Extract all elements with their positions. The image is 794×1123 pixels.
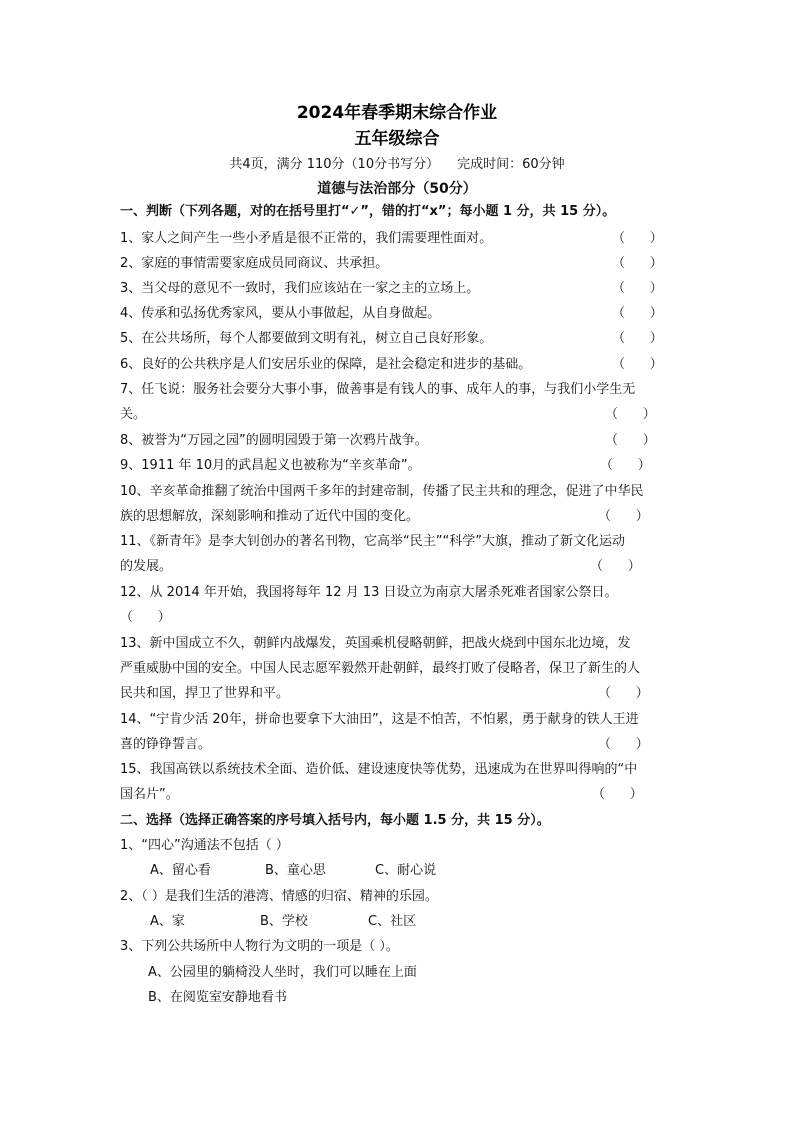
answer-blank-5[interactable]: （ ） bbox=[612, 331, 663, 346]
judge-item-7-line2: 关。 bbox=[120, 407, 147, 422]
choice-q1-option-c[interactable]: C、耐心说 bbox=[375, 863, 437, 878]
choice-q1-stem: 1、“四心”沟通法不包括（ ） bbox=[120, 838, 289, 853]
answer-blank-11[interactable]: （ ） bbox=[590, 559, 641, 574]
judge-item-14-line2: 喜的铮铮誓言。 bbox=[120, 737, 212, 752]
answer-blank-3[interactable]: （ ） bbox=[612, 281, 663, 296]
answer-blank-13[interactable]: （ ） bbox=[598, 686, 649, 701]
answer-blank-8[interactable]: （ ） bbox=[605, 433, 656, 448]
judge-item-11-line1: 11、《新青年》是李大钊创办的著名刊物，它高举“民主”“科学”大旗，推动了新文化运动 bbox=[120, 534, 625, 549]
answer-blank-1[interactable]: （ ） bbox=[612, 231, 663, 246]
answer-blank-6[interactable]: （ ） bbox=[612, 357, 663, 372]
judge-item-3: 3、当父母的意见不一致时，我们应该站在一家之主的立场上。 bbox=[120, 281, 480, 296]
answer-blank-15[interactable]: （ ） bbox=[592, 787, 643, 802]
answer-blank-7[interactable]: （ ） bbox=[605, 407, 656, 422]
choice-q2-option-a[interactable]: A、家 bbox=[150, 914, 185, 929]
choice-q2-stem: 2、（ ）是我们生活的港湾、情感的归宿、精神的乐园。 bbox=[120, 889, 438, 904]
answer-blank-2[interactable]: （ ） bbox=[612, 256, 663, 271]
judge-item-15-line1: 15、我国高铁以系统技术全面、造价低、建设速度快等优势，迅速成为在世界叫得响的“中 bbox=[120, 762, 638, 777]
answer-blank-4[interactable]: （ ） bbox=[612, 306, 663, 321]
part1-heading: 一、判断（下列各题，对的在括号里打“✓”，错的打“x”；每小题 1 分，共 15 分）。 bbox=[120, 204, 616, 219]
judge-item-4: 4、传承和弘扬优秀家风，要从小事做起，从自身做起。 bbox=[120, 306, 441, 321]
judge-item-11-line2: 的发展。 bbox=[120, 559, 173, 574]
answer-blank-12[interactable]: （ ） bbox=[120, 610, 171, 625]
choice-q3-option-a[interactable]: A、公园里的躺椅没人坐时，我们可以睡在上面 bbox=[148, 965, 417, 980]
choice-q2-option-c[interactable]: C、社区 bbox=[368, 914, 417, 929]
section-title: 道德与法治部分（50分） bbox=[317, 181, 477, 197]
judge-item-8: 8、被誉为“万园之园”的圆明园毁于第一次鸦片战争。 bbox=[120, 433, 428, 448]
judge-item-10-line2: 族的思想解放，深刻影响和推动了近代中国的变化。 bbox=[120, 509, 420, 524]
judge-item-15-line2: 国名片”。 bbox=[120, 787, 179, 802]
judge-item-1: 1、家人之间产生一些小矛盾是很不正常的，我们需要理性面对。 bbox=[120, 231, 493, 246]
judge-item-10-line1: 10、辛亥革命推翻了统治中国两千多年的封建帝制，传播了民主共和的理念，促进了中华民 bbox=[120, 484, 644, 499]
choice-q1-option-b[interactable]: B、童心思 bbox=[265, 863, 326, 878]
judge-item-9: 9、1911 年 10月的武昌起义也被称为“辛亥革命”。 bbox=[120, 458, 421, 473]
judge-item-13-line2: 严重威胁中国的安全。中国人民志愿军毅然开赴朝鲜，最终打败了侵略者，保卫了新生的人 bbox=[120, 661, 641, 676]
judge-item-5: 5、在公共场所，每个人都要做到文明有礼，树立自己良好形象。 bbox=[120, 331, 493, 346]
judge-item-6: 6、良好的公共秩序是人们安居乐业的保障，是社会稳定和进步的基础。 bbox=[120, 357, 532, 372]
judge-item-14-line1: 14、“宁肯少活 20年，拼命也要拿下大油田”，这是不怕苦，不怕累，勇于献身的铁人王进 bbox=[120, 712, 639, 727]
judge-item-12: 12、从 2014 年开始，我国将每年 12 月 13 日设立为南京大屠杀死难者国家公祭日。 bbox=[120, 585, 618, 600]
judge-item-13-line1: 13、新中国成立不久，朝鲜内战爆发，英国乘机侵略朝鲜，把战火烧到中国东北边境，发 bbox=[120, 636, 631, 651]
answer-blank-9[interactable]: （ ） bbox=[600, 458, 651, 473]
exam-time-info: 完成时间：60分钟 bbox=[457, 157, 565, 172]
exam-title: 2024年春季期末综合作业 bbox=[296, 103, 498, 123]
choice-q3-option-b[interactable]: B、在阅览室安静地看书 bbox=[148, 990, 287, 1005]
answer-blank-10[interactable]: （ ） bbox=[598, 509, 649, 524]
judge-item-2: 2、家庭的事情需要家庭成员同商议、共承担。 bbox=[120, 256, 389, 271]
exam-info bbox=[0, 153, 794, 172]
judge-item-13-line3: 民共和国，捍卫了世界和平。 bbox=[120, 686, 290, 701]
answer-blank-14[interactable]: （ ） bbox=[598, 737, 649, 752]
part2-heading: 二、选择（选择正确答案的序号填入括号内，每小题 1.5 分，共 15 分）。 bbox=[120, 813, 550, 828]
judge-item-7-line1: 7、任飞说：服务社会要分大事小事，做善事是有钱人的事、成年人的事，与我们小学生无 bbox=[120, 382, 636, 397]
choice-q1-option-a[interactable]: A、留心看 bbox=[150, 863, 211, 878]
exam-subtitle: 五年级综合 bbox=[354, 129, 440, 149]
choice-q2-option-b[interactable]: B、学校 bbox=[260, 914, 308, 929]
exam-score-info: 共4页，满分 110分（10分书写分） bbox=[229, 157, 440, 172]
choice-q3-stem: 3、下列公共场所中人物行为文明的一项是（ ）。 bbox=[120, 939, 399, 954]
